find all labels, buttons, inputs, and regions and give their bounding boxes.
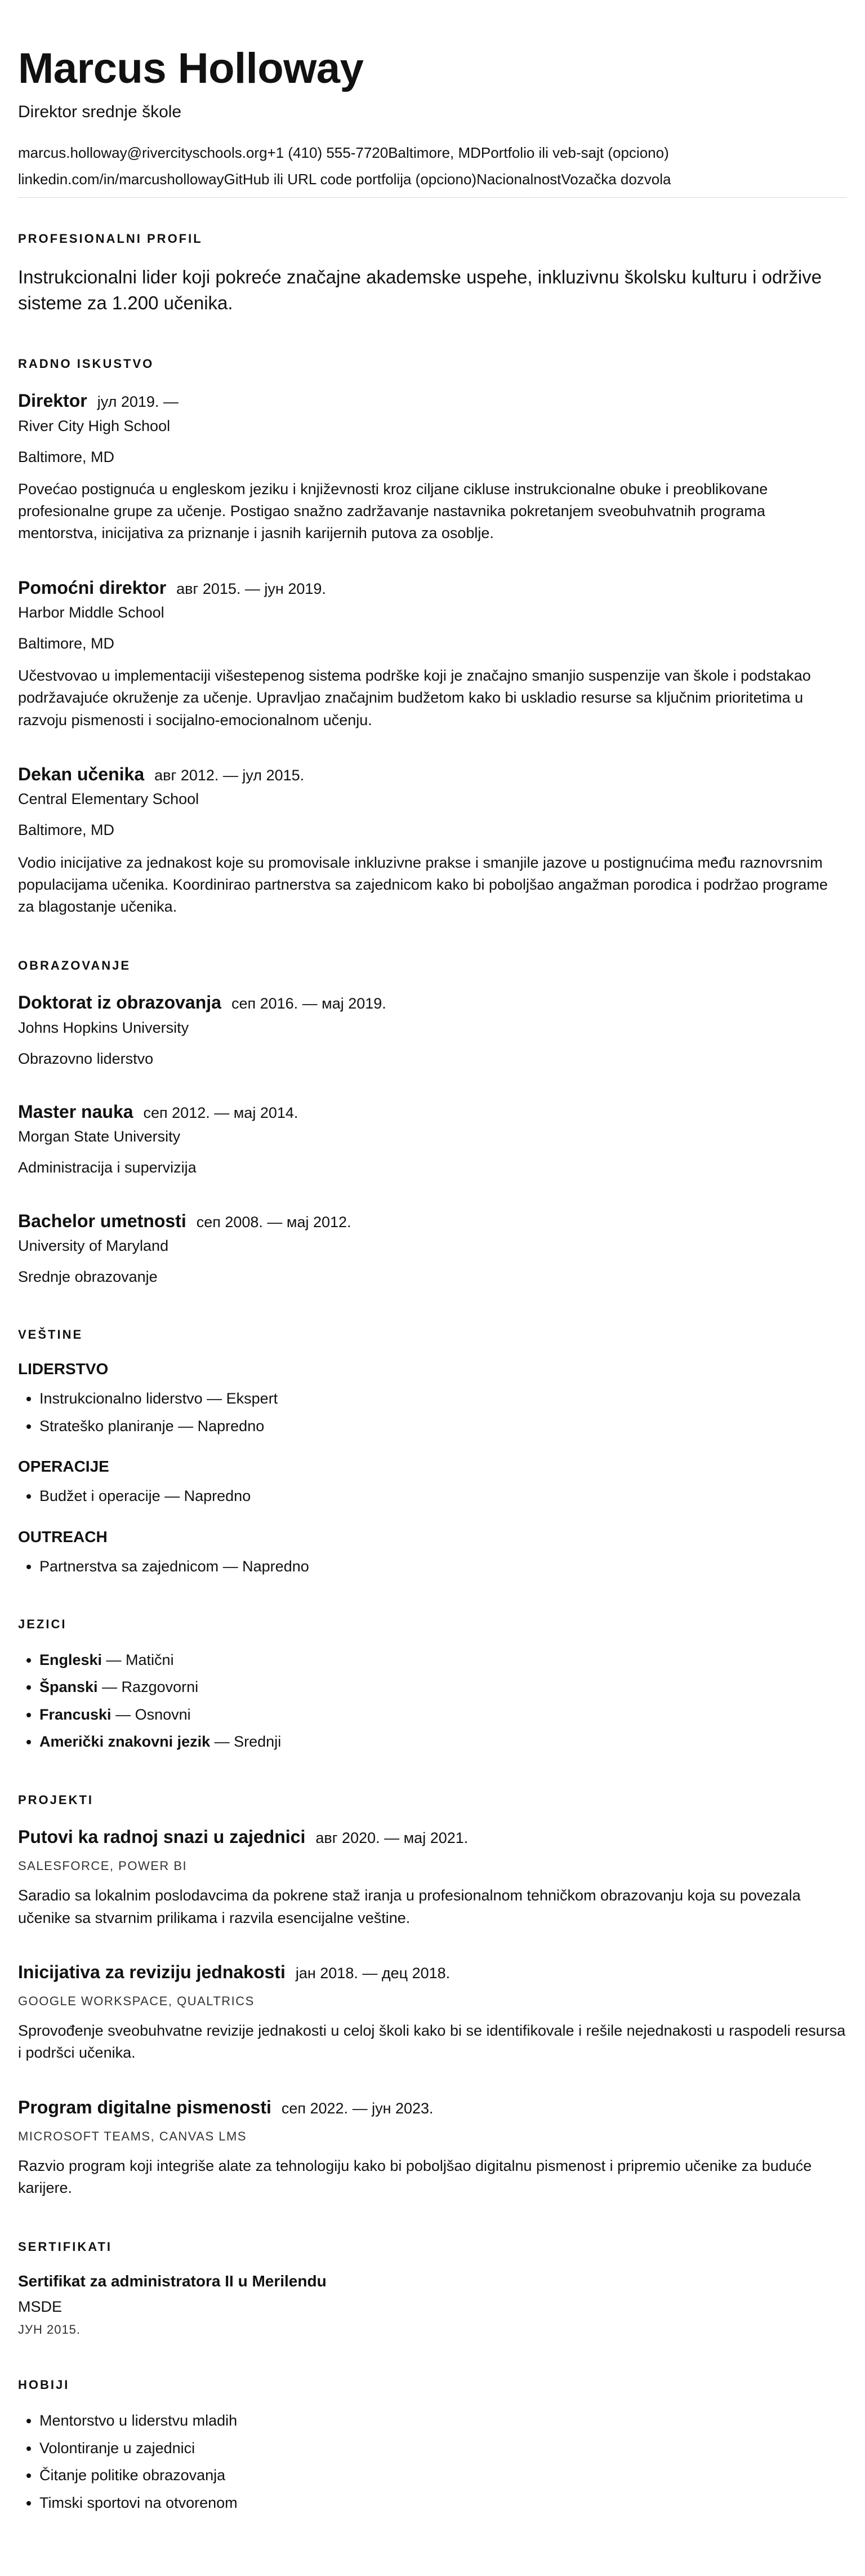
hobbies-section	[18, 2378, 847, 2513]
contact-location: Baltimore, MD	[388, 144, 481, 161]
project-entry	[18, 1961, 847, 2064]
resume-page	[18, 0, 847, 2576]
degree-title: Doktorat iz obrazovanja	[18, 992, 221, 1012]
skill-item: • Instrukcionalno liderstvo — Ekspert	[39, 1388, 847, 1409]
entry-header	[18, 763, 847, 787]
contact-portfolio[interactable]: Portfolio ili veb-sajt (opciono)	[480, 144, 669, 161]
language-name: Španski	[39, 1678, 98, 1696]
skill-item: • Partnerstva sa zajednicom — Napredno	[39, 1556, 847, 1576]
degree-date: сеп 2008. — мај 2012.	[196, 1213, 351, 1231]
school-name: Morgan State University	[18, 1128, 181, 1145]
section-title: JEZICI	[18, 1617, 67, 1632]
skill-group	[18, 1528, 847, 1576]
contact-email[interactable]: marcus.holloway@rivercityschools.org	[18, 144, 267, 161]
skill-group-title: LIDERSTVO	[18, 1360, 109, 1378]
job-description: Vodio inicijative za jednakost koje su promovisale inkluzivne prakse i smanjile jazove u postignućima među raznovrsnim populacijama učenika. Koordinirao partnerstva sa zajednicom kako bi poboljšao angažman porodica i podržao programe za blagostanje učenika.	[18, 854, 828, 915]
project-description: Sprovođenje sveobuhvatne revizije jednakosti u celoj školi kako bi se identifikovale i rešile nejednakosti u raspodeli resursa i podršci učenika.	[18, 2022, 846, 2062]
employer: Central Elementary School	[18, 790, 199, 808]
certificate-issuer: MSDE	[18, 2298, 63, 2316]
section-title: OBRAZOVANJE	[18, 958, 131, 972]
entry-header	[18, 389, 847, 413]
project-title: Putovi ka radnoj snazi u zajednici	[18, 1826, 306, 1847]
skill-list	[18, 1388, 847, 1436]
employer: River City High School	[18, 417, 171, 434]
job-description: Povećao postignuća u engleskom jeziku i književnosti kroz ciljane cikluse instrukcionalne obuke i preoblikovane profesionalne grupe za učenje. Postigao snažno zadržavanje nastavnika pokretanjem sveobuhvatnih programa mentorstva, inicijativa za priznanje i jasnih karijernih putova za osoblje.	[18, 481, 768, 542]
language-item	[39, 1650, 847, 1670]
project-tech: GOOGLE WORKSPACE, QUALTRICS	[18, 1994, 255, 2009]
contact-phone[interactable]: +1 (410) 555-7720	[267, 144, 389, 161]
school-name: Johns Hopkins University	[18, 1019, 189, 1036]
skill-group-title: OUTREACH	[18, 1527, 108, 1545]
entry-header	[18, 1210, 847, 1233]
job-date: јул 2019. —	[97, 393, 179, 411]
candidate-name: Marcus Holloway	[18, 45, 364, 92]
section-title: PROFESIONALNI PROFIL	[18, 231, 203, 246]
language-level: — Srednji	[210, 1733, 282, 1751]
language-level: — Razgovorni	[97, 1678, 199, 1696]
certificates-section	[18, 2240, 847, 2337]
job-date: авг 2015. — јун 2019.	[176, 580, 326, 597]
entry-header	[18, 1826, 847, 1849]
project-title: Program digitalne pismenosti	[18, 2097, 271, 2117]
section-title: HOBIJI	[18, 2378, 70, 2392]
degree-title: Bachelor umetnosti	[18, 1210, 186, 1231]
skill-item: • Budžet i operacije — Napredno	[39, 1486, 847, 1506]
candidate-role: Direktor srednje škole	[18, 102, 182, 121]
language-item	[39, 1704, 847, 1725]
project-description: Saradio sa lokalnim poslodavcima da pokrene staž iranja u profesionalnom tehničkom obrazovanju koja su povezala učenike sa stvarnim prilikama i razvila esencijalne veštine.	[18, 1887, 801, 1926]
contact-line-1	[18, 144, 847, 162]
contact-line-2	[18, 171, 847, 188]
experience-entry	[18, 389, 847, 544]
hobby-item: • Timski sportovi na otvorenom	[39, 2493, 847, 2513]
job-date: авг 2012. — јул 2015.	[154, 766, 305, 784]
entry-header	[18, 1961, 847, 1984]
entry-header	[18, 1100, 847, 1124]
section-title: SERTIFIKATI	[18, 2240, 113, 2254]
degree-field: Administracija i supervizija	[18, 1159, 197, 1176]
employer: Harbor Middle School	[18, 604, 164, 621]
degree-date: сеп 2016. — мај 2019.	[231, 994, 386, 1012]
degree-date: сеп 2012. — мај 2014.	[143, 1104, 298, 1121]
project-tech: MICROSOFT TEAMS, CANVAS LMS	[18, 2129, 247, 2144]
skill-list	[18, 1556, 847, 1576]
project-title: Inicijativa za reviziju jednakosti	[18, 1961, 286, 1982]
entry-header	[18, 576, 847, 600]
language-level: — Matični	[102, 1651, 174, 1669]
certificate-date: ЈУН 2015.	[18, 2322, 81, 2337]
certificate-name: Sertifikat za administratora II u Merilendu	[18, 2272, 327, 2290]
projects-section	[18, 1793, 847, 2200]
experience-entry	[18, 763, 847, 918]
language-name: Američki znakovni jezik	[39, 1733, 211, 1751]
skills-section	[18, 1327, 847, 1576]
language-item	[39, 1731, 847, 1752]
degree-field: Srednje obrazovanje	[18, 1268, 158, 1286]
project-tech: SALESFORCE, POWER BI	[18, 1859, 188, 1873]
languages-section	[18, 1617, 847, 1752]
summary-section	[18, 232, 847, 316]
language-name: Francuski	[39, 1706, 112, 1723]
contact-nationality: Nacionalnost	[476, 170, 561, 188]
school-name: University of Maryland	[18, 1237, 169, 1255]
project-date: сеп 2022. — јун 2023.	[281, 2099, 434, 2117]
hobby-item: • Volontiranje u zajednici	[39, 2438, 847, 2458]
hobby-list	[18, 2410, 847, 2513]
experience-section	[18, 357, 847, 918]
section-title: PROJEKTI	[18, 1792, 94, 1807]
education-section	[18, 958, 847, 1287]
contact-driving-license: Vozačka dozvola	[561, 170, 671, 188]
skill-group	[18, 1360, 847, 1436]
language-item	[39, 1677, 847, 1697]
project-date: авг 2020. — мај 2021.	[315, 1829, 469, 1846]
education-entry	[18, 1100, 847, 1178]
skill-item: • Strateško planiranje — Napredno	[39, 1416, 847, 1436]
degree-field: Obrazovno liderstvo	[18, 1050, 154, 1067]
job-location: Baltimore, MD	[18, 635, 115, 652]
language-name: Engleski	[39, 1651, 102, 1669]
job-description: Učestvovao u implementaciji višestepenog sistema podrške koji je značajno smanjio suspenzije van škole i podstakao podržavajuće okruženje za učenje. Upravljao značajnim budžetom kako bi uskladio resurse sa ključnim prioritetima u razvoju pismenosti i socijalno-emocionalnom učenju.	[18, 667, 811, 729]
skill-list	[18, 1486, 847, 1506]
job-title: Pomoćni direktor	[18, 577, 167, 598]
project-entry	[18, 2096, 847, 2200]
language-level: — Osnovni	[111, 1706, 191, 1723]
entry-header	[18, 2096, 847, 2120]
contact-linkedin-github[interactable]: linkedin.com/in/marcushollowayGitHub ili URL code portfolija (opciono)	[18, 170, 477, 188]
project-entry	[18, 1826, 847, 1929]
education-entry	[18, 1210, 847, 1287]
experience-entry	[18, 576, 847, 731]
resume-header	[18, 45, 847, 198]
skill-group-title: OPERACIJE	[18, 1458, 109, 1476]
hobby-item: • Čitanje politike obrazovanja	[39, 2465, 847, 2485]
degree-title: Master nauka	[18, 1101, 133, 1122]
job-title: Direktor	[18, 390, 87, 411]
job-title: Dekan učenika	[18, 763, 145, 784]
project-description: Razvio program koji integriše alate za tehnologiju kako bi poboljšao digitalnu pismenost i pripremio učenike za buduće karijere.	[18, 2157, 812, 2197]
entry-header	[18, 991, 847, 1015]
language-list	[18, 1650, 847, 1752]
hobby-item: • Mentorstvo u liderstvu mladih	[39, 2410, 847, 2431]
header-divider	[18, 197, 847, 198]
job-location: Baltimore, MD	[18, 448, 115, 466]
section-title: RADNO ISKUSTVO	[18, 357, 154, 371]
project-date: јан 2018. — дец 2018.	[295, 1964, 451, 1982]
section-title: VEŠTINE	[18, 1327, 83, 1342]
summary-text: Instrukcionalni lider koji pokreće značajne akademske uspehe, inkluzivnu školsku kulturu i održive sisteme za 1.200 učenika.	[18, 266, 822, 314]
education-entry	[18, 991, 847, 1069]
skill-group	[18, 1458, 847, 1506]
job-location: Baltimore, MD	[18, 821, 115, 839]
